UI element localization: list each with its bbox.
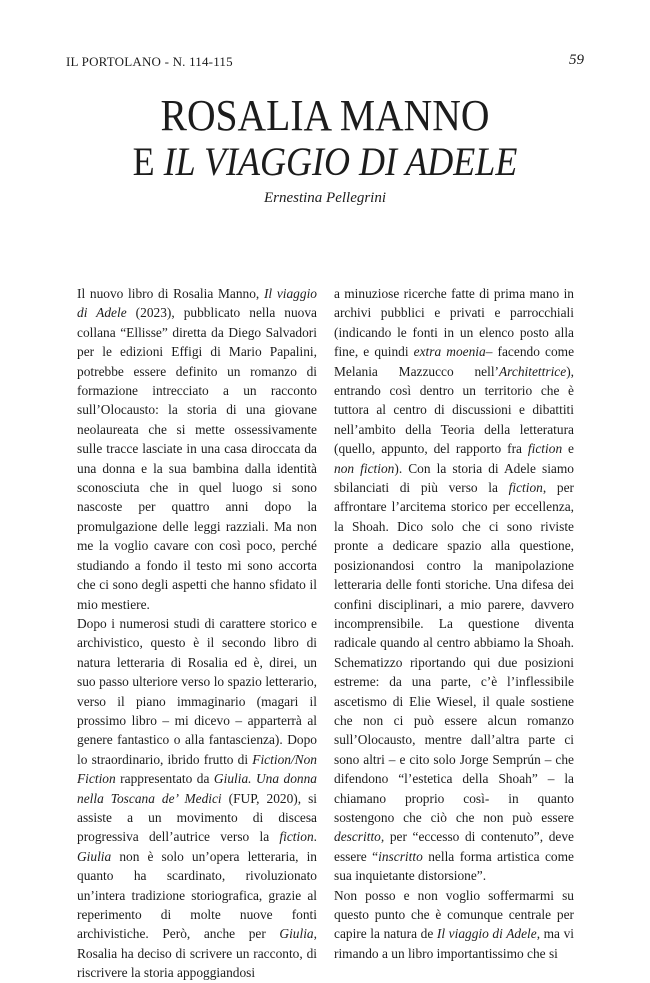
article-author: Ernestina Pellegrini [263, 190, 387, 206]
paragraph [77, 284, 317, 614]
text-run: – facendo come Melania Mazzucco nell’ [334, 344, 575, 379]
text-run: . [313, 829, 317, 845]
paragraph [334, 284, 574, 886]
text-run: ), entrando così dentro un territorio che è tuttora al centro di discussioni e dibattiti nell’ambito della Teoria della letteratura (quello, appunto, del rapporto fra [334, 363, 574, 457]
italic-run: Il viaggio di Adele [77, 286, 317, 321]
italic-run: fiction [279, 829, 314, 845]
text-run: a minuziose ricerche fatte di prima mano in archivi pubblici e privati e parrocchiali (indicando le fonti in un elenco posto alla fine, e quindi [334, 286, 574, 360]
italic-run: Il viaggio di Adele [436, 926, 537, 942]
page-number: 59 [569, 52, 584, 68]
body-column-right [334, 284, 574, 963]
text-run: , ma vi rimando a un libro importantissimo che si [334, 926, 575, 961]
text-run: ). Con la storia di Adele siamo sbilanciati di più verso la [334, 460, 574, 496]
text-run: , per affrontare l’arcitema storico per eccellenza, la Shoah. Dico solo che ci sono riviste pronte a dedicare spazio alla questione, posizionandosi contro la manipolazione letteraria delle fonti storiche. Una difesa dei confini disciplinari, a mio parere, davvero incomprensibile. La questione diventa radicale quando al centro abbiamo la Shoah. Schematizzo riportando qui due posizioni estreme: da una parte, c’è l’inflessibile ascetismo di Elie Wiesel, il quale sostiene che non ci può essere alcun romanzo sull’Olocausto, mentre dall’altra parte ci sono altri – e cito solo Jorge Semprún – che difendono “l’estetica della Shoah” – la chiamano proprio così- in quanto sostengono che ciò che non può essere [334, 480, 575, 825]
text-run: rappresentato da [115, 771, 214, 787]
text-run: nella forma artistica come sua inquietante distorsione”. [334, 848, 574, 884]
text-run: non è solo un’opera letteraria, in quanto ha scardinato, rivoluzionato un’intera tradizione storiografica, grazie al reperimento di molte nuove fonti archivistiche. Però, anche per [77, 848, 317, 942]
running-head: IL PORTOLANO - N. 114-115 [66, 54, 233, 69]
text-run: (2023), pubblicato nella nuova collana “Ellisse” diretta da Diego Salvadori per le edizioni Effigi di Mario Papalini, potrebbe essere definito un romanzo di formazione intrecciato a un racconto sull’Olocausto: la storia di una giovane neolaureata che si mette ossessivamente sulle tracce lasciate in una casa diroccata da una donna e la sua bambina dalla identità sconosciuta che in quel luogo si sono nascoste per quattro anni dopo la promulgazione delle leggi razziali. Ma non me la voglio cavare con così poco, perché studiando a fondo il testo mi sono accorta che ci sono degli aspetti che hanno sfidato il mio mestiere. [77, 305, 317, 612]
italic-run: Fiction/Non Fiction [77, 751, 317, 787]
text-run: per “eccesso di contenuto”, deve essere “ [334, 829, 574, 864]
paragraph [334, 886, 574, 964]
paragraph [77, 614, 317, 983]
text-run: Il nuovo libro di Rosalia Manno, [77, 286, 264, 301]
article-title-line2 [33, 138, 618, 186]
text-run: e [562, 441, 574, 457]
italic-run: non fiction [334, 460, 395, 476]
title-prefix: E [132, 139, 164, 184]
body-column-left [77, 284, 317, 983]
italic-run: Giulia [279, 926, 314, 942]
article-title: ROSALIA MANNO [160, 91, 490, 140]
italic-run: descritto, [334, 829, 385, 845]
text-run: Dopo i numerosi studi di carattere storico e archivistico, questo è il secondo libro di natura letteraria di Rosalia ed è, direi, un suo passo ulteriore verso lo spazio letterario, verso il piano immaginario (magari il prossimo libro – mi dicevo – apparterrà al genere fantastico o alla fantascienza). Dopo lo straordinario, ibrido frutto di [77, 615, 317, 767]
title-book-name: IL VIAGGIO DI ADELE [163, 139, 518, 184]
italic-run: Architettrice [499, 363, 567, 379]
text-run: Non posso e non voglio soffermarmi su questo punto che è comunque centrale per capire la natura de [334, 887, 574, 942]
italic-run: fiction [508, 480, 543, 496]
italic-run: Giulia. Una donna nella Toscana de’ Medici [77, 771, 317, 806]
italic-run: extra moenia [413, 344, 486, 360]
italic-run: Giulia [77, 848, 112, 864]
text-run: , Rosalia ha deciso di scrivere un racconto, di riscrivere la storia appoggiandosi [77, 926, 317, 981]
italic-run: inscritto [378, 848, 423, 864]
italic-run: fiction [527, 441, 563, 457]
text-run: (FUP, 2020), si assiste a un movimento di discesa progressiva dell’autrice verso la [77, 790, 317, 845]
